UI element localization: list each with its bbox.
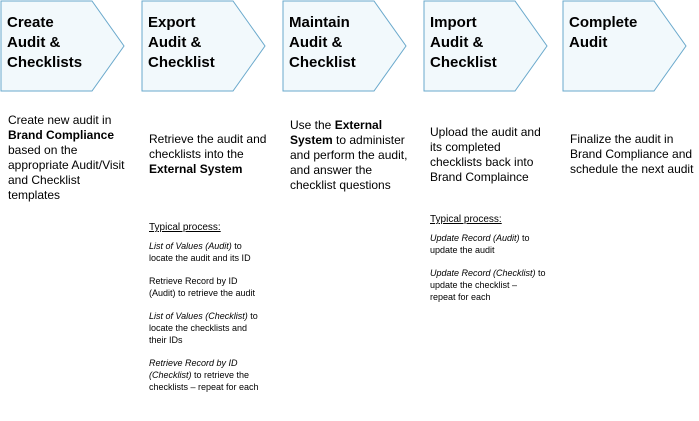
desc-line: and answer the	[290, 163, 373, 177]
desc-line: its completed	[430, 140, 501, 154]
step-export-chevron	[141, 0, 268, 93]
process-step	[149, 275, 259, 299]
process-text: to	[231, 241, 242, 251]
desc-text-bold: External	[334, 118, 383, 132]
desc-line: Create new audit in	[8, 113, 112, 127]
process-text: update the checklist –	[430, 280, 518, 290]
step-import-chevron	[423, 0, 550, 93]
process-step	[430, 232, 546, 256]
process-text: their IDs	[149, 335, 183, 345]
desc-line: appropriate Audit/Visit	[8, 158, 125, 172]
process-api-name: Update Record (Checklist)	[430, 268, 536, 278]
desc-line: and perform the audit,	[290, 148, 408, 162]
step-import-title: Import Audit & Checklist	[430, 14, 497, 71]
desc-line: Upload the audit and	[430, 125, 541, 139]
desc-text: to administer	[332, 133, 405, 147]
desc-text-bold: System	[290, 133, 333, 147]
import-description	[430, 125, 541, 185]
process-heading: Typical process:	[430, 214, 502, 225]
desc-text: Use the	[290, 118, 335, 132]
create-description	[8, 113, 125, 203]
process-text: to	[247, 311, 258, 321]
process-step	[149, 357, 259, 393]
process-text: repeat for each	[430, 292, 491, 302]
process-text: update the audit	[430, 245, 495, 255]
process-api-name: Update Record (Audit)	[430, 233, 520, 243]
process-api-name: (Checklist)	[149, 370, 192, 380]
process-step	[149, 240, 259, 264]
desc-line-bold: Brand Compliance	[8, 128, 115, 142]
desc-line	[290, 118, 407, 133]
import-typical-process	[430, 214, 546, 314]
process-text: to	[535, 268, 546, 278]
desc-line: Retrieve the audit and	[149, 132, 267, 146]
step-create-chevron	[0, 0, 127, 93]
step-maintain-title: Maintain Audit & Checklist	[289, 14, 356, 71]
desc-line: checklist questions	[290, 178, 391, 192]
step-maintain-chevron	[282, 0, 409, 93]
desc-line: checklists into the	[149, 147, 244, 161]
export-typical-process	[149, 222, 259, 404]
process-step	[149, 310, 259, 346]
desc-line: Finalize the audit in	[570, 132, 674, 146]
process-text: locate the audit and its ID	[149, 253, 251, 263]
maintain-description	[290, 118, 407, 193]
step-complete-chevron	[562, 0, 689, 93]
desc-line: templates	[8, 188, 61, 202]
process-step	[430, 267, 546, 303]
process-api-name: List of Values (Checklist)	[149, 311, 248, 321]
step-complete-title: Complete Audit	[569, 14, 638, 51]
desc-line: based on the	[8, 143, 78, 157]
process-text: (Audit) to retrieve the audit	[149, 288, 256, 298]
desc-line: checklists back into	[430, 155, 534, 169]
process-heading: Typical process:	[149, 222, 221, 233]
complete-description	[570, 132, 693, 177]
desc-line: Brand Compliance and	[570, 147, 693, 161]
process-api-name: List of Values (Audit)	[149, 241, 232, 251]
process-text: to retrieve the	[191, 370, 250, 380]
desc-line-bold: External System	[149, 162, 243, 176]
export-description	[149, 132, 266, 177]
process-text: Retrieve Record by ID	[149, 276, 238, 286]
process-text: checklists – repeat for each	[149, 382, 259, 392]
step-create-title: Create Audit & Checklists	[7, 14, 83, 71]
process-text: locate the checklists and	[149, 323, 248, 333]
desc-line	[290, 133, 407, 148]
desc-line: schedule the next audit	[570, 162, 694, 176]
process-api-name: Retrieve Record by ID	[149, 358, 238, 368]
step-export-title: Export Audit & Checklist	[148, 14, 215, 71]
process-text: to	[519, 233, 530, 243]
desc-line: and Checklist	[8, 173, 81, 187]
desc-line: Brand Complaince	[430, 170, 529, 184]
